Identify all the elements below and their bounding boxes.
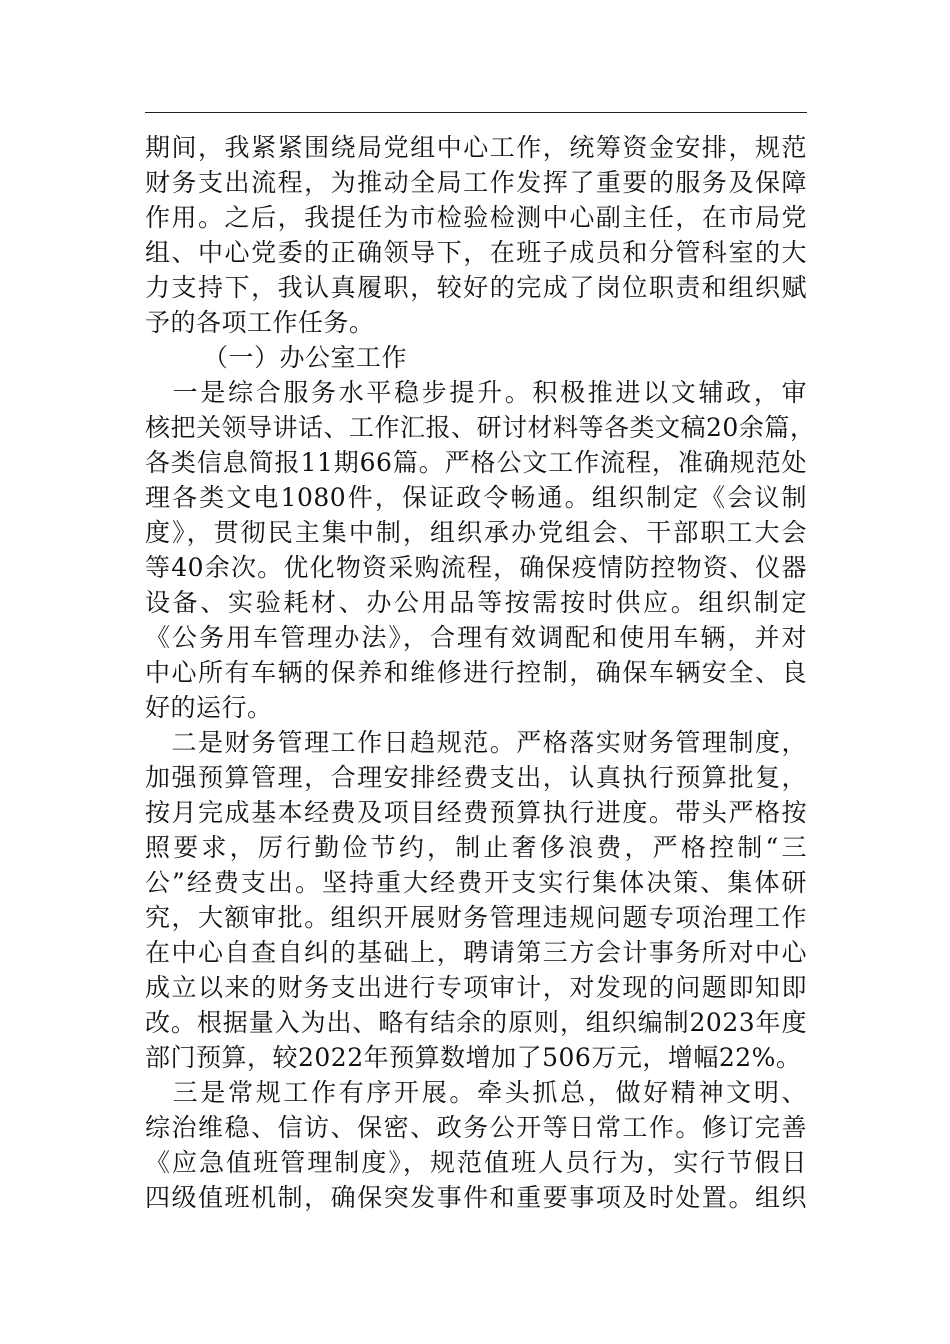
paragraph-line: 力支持下，我认真履职，较好的完成了岗位职责和组织赋 xyxy=(145,273,807,302)
paragraph-line: 理各类文电1080件，保证政令畅通。组织制定《会议制 xyxy=(145,483,807,512)
paragraph-line: 《应急值班管理制度》，规范值班人员行为，实行节假日 xyxy=(145,1148,807,1177)
paragraph-line: 予的各项工作任务。 xyxy=(145,308,375,337)
section-heading: （一）办公室工作 xyxy=(203,343,408,372)
paragraph-line: 设备、实验耗材、办公用品等按需按时供应。组织制定 xyxy=(145,588,807,617)
paragraph-line: 按月完成基本经费及项目经费预算执行进度。带头严格按 xyxy=(145,798,807,827)
document-body xyxy=(145,130,816,1215)
paragraph-line: 三是常规工作有序开展。牵头抓总，做好精神文明、 xyxy=(145,1078,807,1107)
paragraph-line: 期间，我紧紧围绕局党组中心工作，统筹资金安排，规范 xyxy=(145,133,807,162)
paragraph-line: 究，大额审批。组织开展财务管理违规问题专项治理工作 xyxy=(145,903,807,932)
paragraph-line: 部门预算，较2022年预算数增加了506万元，增幅22%。 xyxy=(145,1043,802,1072)
paragraph-line: 组、中心党委的正确领导下，在班子成员和分管科室的大 xyxy=(145,238,807,267)
paragraph-line: 财务支出流程，为推动全局工作发挥了重要的服务及保障 xyxy=(145,168,807,197)
paragraph-line: 《公务用车管理办法》，合理有效调配和使用车辆，并对 xyxy=(145,623,807,652)
paragraph-line: 照要求，厉行勤俭节约，制止奢侈浪费，严格控制“三 xyxy=(145,833,807,862)
paragraph-line: 在中心自查自纠的基础上，聘请第三方会计事务所对中心 xyxy=(145,938,807,967)
paragraph-line: 二是财务管理工作日趋规范。严格落实财务管理制度， xyxy=(145,728,807,757)
paragraph-line: 成立以来的财务支出进行专项审计，对发现的问题即知即 xyxy=(145,973,807,1002)
paragraph-line: 加强预算管理，合理安排经费支出，认真执行预算批复， xyxy=(145,763,807,792)
paragraph-line: 等40余次。优化物资采购流程，确保疫情防控物资、仪器 xyxy=(145,553,807,582)
paragraph-line: 度》，贯彻民主集中制，组织承办党组会、干部职工大会 xyxy=(145,518,807,547)
paragraph-line: 一是综合服务水平稳步提升。积极推进以文辅政，审 xyxy=(145,378,807,407)
paragraph-line: 好的运行。 xyxy=(145,693,273,722)
paragraph-line: 作用。之后，我提任为市检验检测中心副主任，在市局党 xyxy=(145,203,807,232)
paragraph-line: 各类信息简报11期66篇。严格公文工作流程，准确规范处 xyxy=(145,448,807,477)
paragraph-line: 中心所有车辆的保养和维修进行控制，确保车辆安全、良 xyxy=(145,658,807,687)
paragraph-line: 四级值班机制，确保突发事件和重要事项及时处置。组织 xyxy=(145,1183,807,1212)
paragraph-line: 核把关领导讲话、工作汇报、研讨材料等各类文稿20余篇， xyxy=(145,413,816,442)
paragraph-line: 公”经费支出。坚持重大经费开支实行集体决策、集体研 xyxy=(145,868,807,897)
paragraph-line: 综治维稳、信访、保密、政务公开等日常工作。修订完善 xyxy=(145,1113,807,1142)
header-rule xyxy=(145,112,807,113)
paragraph-line: 改。根据量入为出、略有结余的原则，组织编制2023年度 xyxy=(145,1008,807,1037)
